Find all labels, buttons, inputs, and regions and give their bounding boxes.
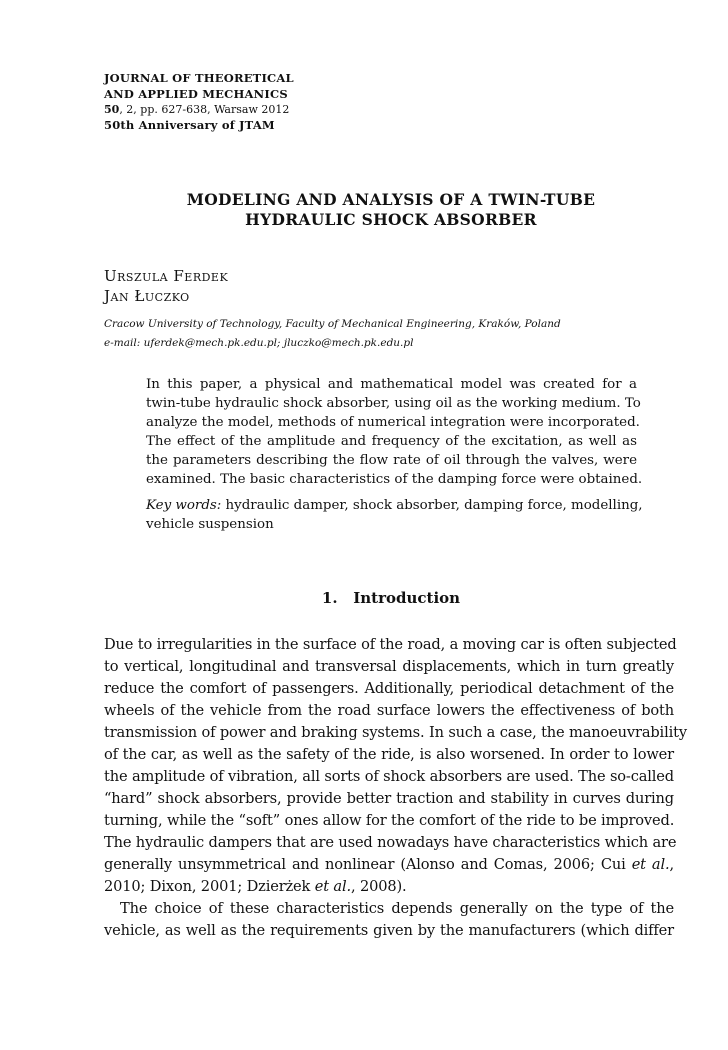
body-line: [104, 878, 407, 895]
body-line: wheels of the vehicle from the road surface lowers the effectiveness of both: [104, 702, 674, 719]
author-2: Jan Łuczko: [104, 287, 190, 305]
body-line: The choice of these characteristics depends generally on the type of the: [120, 900, 674, 917]
journal-anniversary: 50th Anniversary of JTAM: [104, 118, 275, 132]
abstract-line: The effect of the amplitude and frequency of the excitation, as well as: [146, 434, 637, 449]
abstract-line: the parameters describing the flow rate of oil through the valves, were: [146, 453, 637, 468]
keywords-text: hydraulic damper, shock absorber, damping force, modelling,: [225, 498, 643, 513]
section-number: 1.: [321, 589, 338, 607]
abstract-line: analyze the model, methods of numerical integration were incorporated.: [146, 415, 640, 430]
email-line: e-mail: uferdek@mech.pk.edu.pl; jluczko@mech.pk.edu.pl: [104, 337, 414, 349]
body-line: Due to irregularities in the surface of the road, a moving car is often subjected: [104, 636, 677, 653]
abstract-line: In this paper, a physical and mathematical model was created for a: [146, 377, 637, 392]
author-1: Urszula Ferdek: [104, 267, 229, 285]
body-line: of the car, as well as the safety of the ride, is also worsened. In order to lower: [104, 746, 674, 763]
body-line: reduce the comfort of passengers. Additionally, periodical detachment of the: [104, 680, 674, 697]
journal-name-line1: JOURNAL OF THEORETICAL: [104, 71, 294, 85]
keywords-label: Key words:: [146, 498, 222, 513]
affiliation: Cracow University of Technology, Faculty of Mechanical Engineering, Kraków, Poland: [104, 318, 561, 330]
body-text: , 2008).: [350, 878, 407, 895]
body-text: 2010; Dixon, 2001; Dzierżek: [104, 878, 315, 895]
body-text: ,: [669, 856, 674, 873]
keywords-line2: vehicle suspension: [146, 517, 274, 532]
body-line: The hydraulic dampers that are used nowadays have characteristics which are: [104, 834, 677, 851]
body-text: generally unsymmetrical and nonlinear (Alonso and Comas, 2006; Cui: [104, 856, 632, 873]
body-line: [104, 856, 674, 873]
citation-et-al: et al.: [631, 856, 670, 873]
body-line: the amplitude of vibration, all sorts of shock absorbers are used. The so-called: [104, 768, 674, 785]
body-line: to vertical, longitudinal and transversal displacements, which in turn greatly: [104, 658, 674, 675]
body-line: “hard” shock absorbers, provide better traction and stability in curves during: [104, 790, 674, 807]
body-line: transmission of power and braking systems. In such a case, the manoeuvrability: [104, 724, 687, 741]
journal-name-line2: AND APPLIED MECHANICS: [104, 87, 288, 101]
paper-title-line2: HYDRAULIC SHOCK ABSORBER: [245, 210, 537, 229]
body-line: vehicle, as well as the requirements given by the manufacturers (which differ: [104, 922, 674, 939]
section-title: Introduction: [353, 589, 461, 607]
abstract-line: twin-tube hydraulic shock absorber, using oil as the working medium. To: [146, 396, 641, 411]
body-line: turning, while the “soft” ones allow for the comfort of the ride to be improved.: [104, 812, 675, 829]
journal-issue-details: , 2, pp. 627-638, Warsaw 2012: [119, 103, 290, 116]
citation-et-al: et al.: [314, 878, 351, 895]
section-heading: [0, 589, 728, 607]
journal-issue-info: [104, 103, 289, 116]
keywords-line1: [146, 498, 643, 513]
abstract-line: examined. The basic characteristics of the damping force were obtained.: [146, 472, 643, 487]
journal-volume: 50: [104, 103, 120, 116]
paper-title-line1: MODELING AND ANALYSIS OF A TWIN-TUBE: [186, 190, 596, 209]
